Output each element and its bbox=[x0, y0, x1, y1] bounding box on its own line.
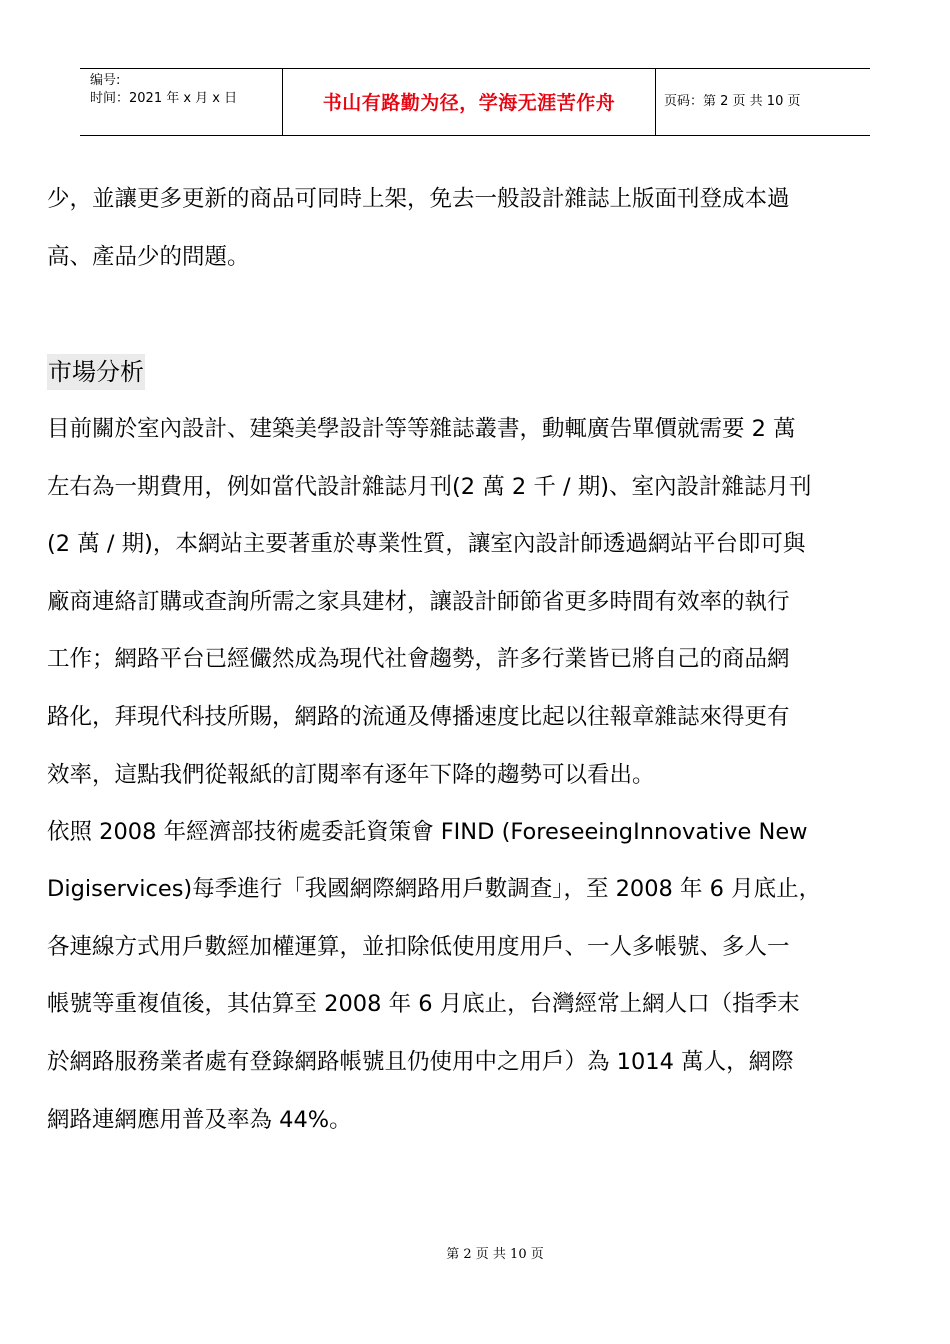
body-line: Digiservices)每季進行「我國網際網路用戶數調查」，至 2008 年 6 月底止， bbox=[47, 876, 822, 902]
body-line: 路化，拜現代科技所賜，網路的流通及傳播速度比起以往報章雜誌來得更有 bbox=[47, 704, 790, 730]
document-date: 时间：2021 年 x 月 x 日 bbox=[90, 91, 238, 106]
document-number-label: 编号: bbox=[90, 73, 121, 88]
body-line: 目前關於室內設計、建築美學設計等等雜誌叢書，動輒廣告單價就需要 2 萬 bbox=[47, 416, 796, 442]
body-line: 網路連網應用普及率為 44%。 bbox=[47, 1107, 352, 1133]
header-motto-cell bbox=[282, 69, 656, 135]
header-page-cell bbox=[656, 69, 870, 135]
body-line: 效率，這點我們從報紙的訂閱率有逐年下降的趨勢可以看出。 bbox=[47, 762, 655, 788]
body-line: 少，並讓更多更新的商品可同時上架，免去一般設計雜誌上版面刊登成本過 bbox=[47, 186, 790, 212]
body-line: 廠商連絡訂購或查詢所需之家具建材，讓設計師節省更多時間有效率的執行 bbox=[47, 589, 790, 615]
header-meta-cell bbox=[80, 69, 282, 135]
body-line: 各連線方式用戶數經加權運算，並扣除低使用度用戶、一人多帳號、多人一 bbox=[47, 934, 790, 960]
section-heading: 市場分析 bbox=[47, 354, 145, 390]
header-page-info: 页码：第 2 页 共 10 页 bbox=[664, 94, 801, 109]
body-line: 左右為一期費用，例如當代設計雜誌月刊(2 萬 2 千 / 期)、室內設計雜誌月刊 bbox=[47, 474, 812, 500]
body-line: 帳號等重複值後，其估算至 2008 年 6 月底止，台灣經常上網人口（指季末 bbox=[47, 991, 800, 1017]
body-line: 於網路服務業者處有登錄網路帳號且仍使用中之用戶）為 1014 萬人，網際 bbox=[47, 1049, 794, 1075]
header-motto: 书山有路勤为径，学海无涯苦作舟 bbox=[322, 92, 616, 114]
body-line: 依照 2008 年經濟部技術處委託資策會 FIND (ForeseeingInnovative New bbox=[47, 819, 808, 845]
document-header bbox=[80, 68, 870, 136]
body-line: 高、產品少的問題。 bbox=[47, 244, 250, 270]
page-footer: 第 2 页 共 10 页 bbox=[446, 1247, 544, 1262]
body-line: (2 萬 / 期)，本網站主要著重於專業性質，讓室內設計師透過網站平台即可與 bbox=[47, 531, 806, 557]
body-line: 工作；網路平台已經儼然成為現代社會趨勢，許多行業皆已將自己的商品網 bbox=[47, 646, 790, 672]
